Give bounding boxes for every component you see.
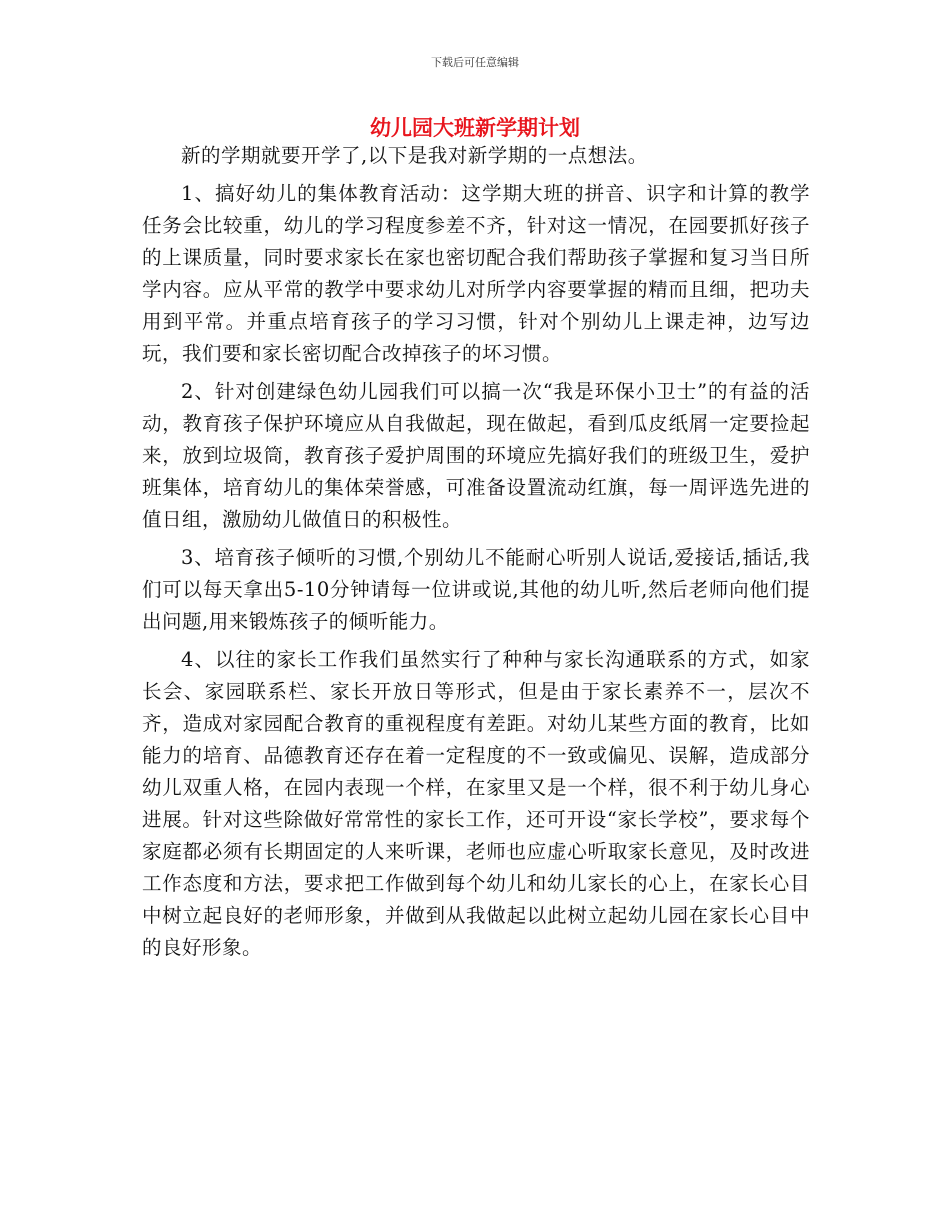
document-body xyxy=(142,140,810,970)
paragraph-4: 4、以往的家长工作我们虽然实行了种种与家长沟通联系的方式，如家长会、家园联系栏、家长开放日等形式，但是由于家长素养不一，层次不齐，造成对家园配合教育的重视程度有差距。对幼儿某些方面的教育，比如能力的培育、品德教育还存在着一定程度的不一致或偏见、误解，造成部分幼儿双重人格，在园内表现一个样，在家里又是一个样，很不利于幼儿身心进展。针对这些除做好常常性的家长工作，还可开设“家长学校”，要求每个家庭都必须有长期固定的人来听课，老师也应虚心听取家长意见，及时改进工作态度和方法，要求把工作做到每个幼儿和幼儿家长的心上，在家长心目中树立起良好的老师形象，并做到从我做起以此树立起幼儿园在家长心目中的良好形象。 xyxy=(142,648,810,959)
paragraph-1: 1、搞好幼儿的集体教育活动：这学期大班的拼音、识字和计算的教学任务会比较重，幼儿的学习程度参差不齐，针对这一情况，在园要抓好孩子的上课质量，同时要求家长在家也密切配合我们帮助孩子掌握和复习当日所学内容。应从平常的教学中要求幼儿对所学内容要掌握的精而且细，把功夫用到平常。并重点培育孩子的学习习惯，针对个别幼儿上课走神，边写边玩，我们要和家长密切配合改掉孩子的坏习惯。 xyxy=(142,182,810,365)
document-title: 幼儿园大班新学期计划 xyxy=(370,116,580,140)
paragraph-3: 3、培育孩子倾听的习惯,个别幼儿不能耐心听别人说话,爱接话,插话,我们可以每天拿出5-10分钟请每一位讲或说,其他的幼儿听,然后老师向他们提出问题,用来锻炼孩子的倾听能力。 xyxy=(142,546,810,633)
header-note: 下载后可任意编辑 xyxy=(431,56,519,69)
paragraph-2: 2、针对创建绿色幼儿园我们可以搞一次“我是环保小卫士”的有益的活动，教育孩子保护环境应从自我做起，现在做起，看到瓜皮纸屑一定要捡起来，放到垃圾筒，教育孩子爱护周围的环境应先搞好我们的班级卫生，爱护班集体，培育幼儿的集体荣誉感，可准备设置流动红旗，每一周评选先进的值日组，激励幼儿做值日的积极性。 xyxy=(142,380,810,531)
paragraph-intro: 新的学期就要开学了,以下是我对新学期的一点想法。 xyxy=(181,144,648,167)
